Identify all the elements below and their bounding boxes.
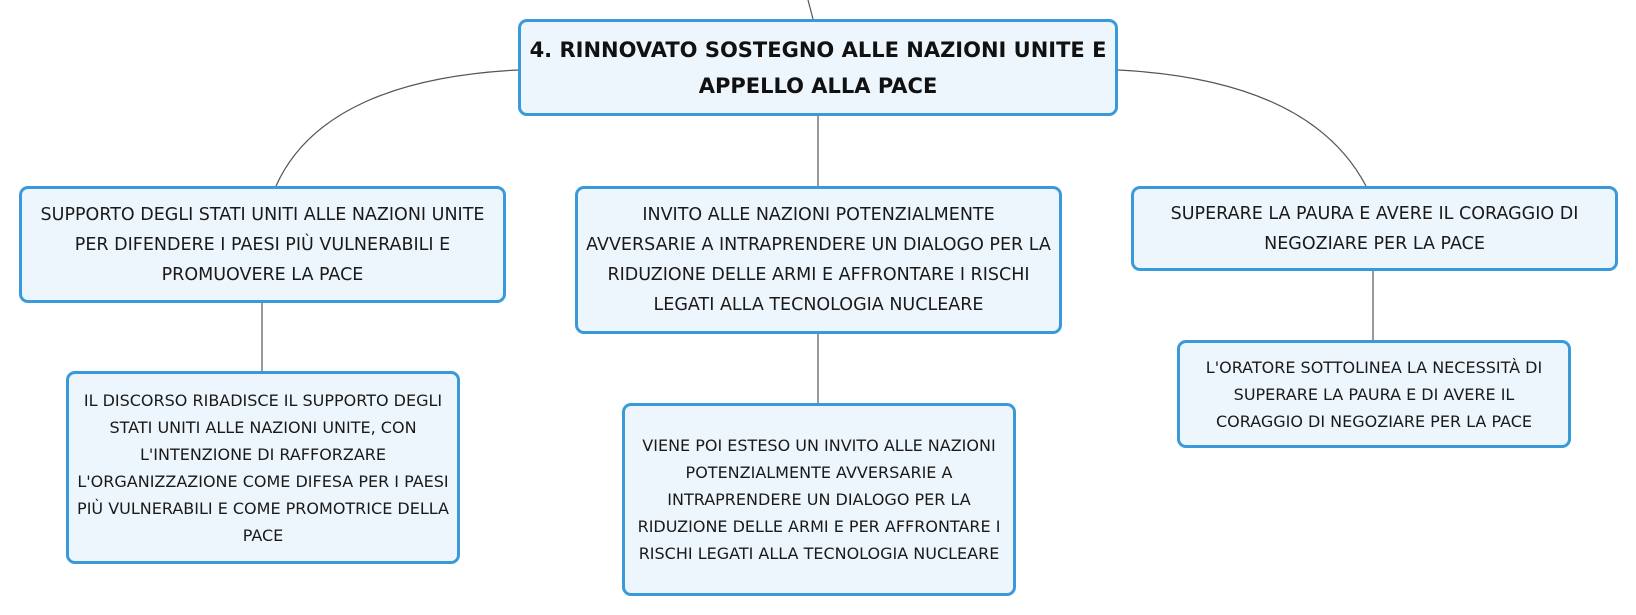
connector-root-to-branch-right: [1118, 70, 1366, 186]
connector-incoming-root: [808, 0, 813, 19]
detail-node-dialogue-invitation[interactable]: [622, 403, 1016, 596]
detail-node-overcome-fear[interactable]: [1177, 340, 1571, 448]
branch-node-label: SUPPORTO DEGLI STATI UNITI ALLE NAZIONI UNITE PER DIFENDERE I PAESI PIÙ VULNERABILI E PROMUOVERE LA PACE: [40, 204, 485, 285]
detail-node-label: IL DISCORSO RIBADISCE IL SUPPORTO DEGLI STATI UNITI ALLE NAZIONI UNITE, CON L'INTENZIONE DI RAFFORZARE L'ORGANIZZAZIONE COME DIFESA PER I PAESI PIÙ VULNERABILI E COME PROMOTRICE DELLA PACE: [77, 390, 449, 545]
detail-node-label: L'ORATORE SOTTOLINEA LA NECESSITÀ DI SUPERARE LA PAURA E DI AVERE IL CORAGGIO DI NEGOZIARE PER LA PACE: [1205, 357, 1543, 431]
detail-node-label: VIENE POI ESTESO UN INVITO ALLE NAZIONI POTENZIALMENTE AVVERSARIE A INTRAPRENDERE UN DIALOGO PER LA RIDUZIONE DELLE ARMI E PER AFFRONTARE I RISCHI LEGATI ALLA TECNOLOGIA NUCLEARE: [637, 436, 1001, 563]
branch-node-label: SUPERARE LA PAURA E AVERE IL CORAGGIO DI NEGOZIARE PER LA PACE: [1170, 203, 1579, 254]
connector-root-to-branch-left: [276, 70, 518, 186]
detail-node-us-support[interactable]: [66, 371, 460, 564]
branch-node-dialogue-invitation[interactable]: [575, 186, 1062, 334]
branch-node-us-support[interactable]: [19, 186, 506, 303]
root-node-label: 4. RINNOVATO SOSTEGNO ALLE NAZIONI UNITE E APPELLO ALLA PACE: [529, 37, 1107, 98]
branch-node-label: INVITO ALLE NAZIONI POTENZIALMENTE AVVERSARIE A INTRAPRENDERE UN DIALOGO PER LA RIDUZIONE DELLE ARMI E AFFRONTARE I RISCHI LEGATI ALLA TECNOLOGIA NUCLEARE: [586, 205, 1051, 315]
branch-node-overcome-fear[interactable]: [1131, 186, 1618, 271]
root-node[interactable]: [518, 19, 1118, 116]
